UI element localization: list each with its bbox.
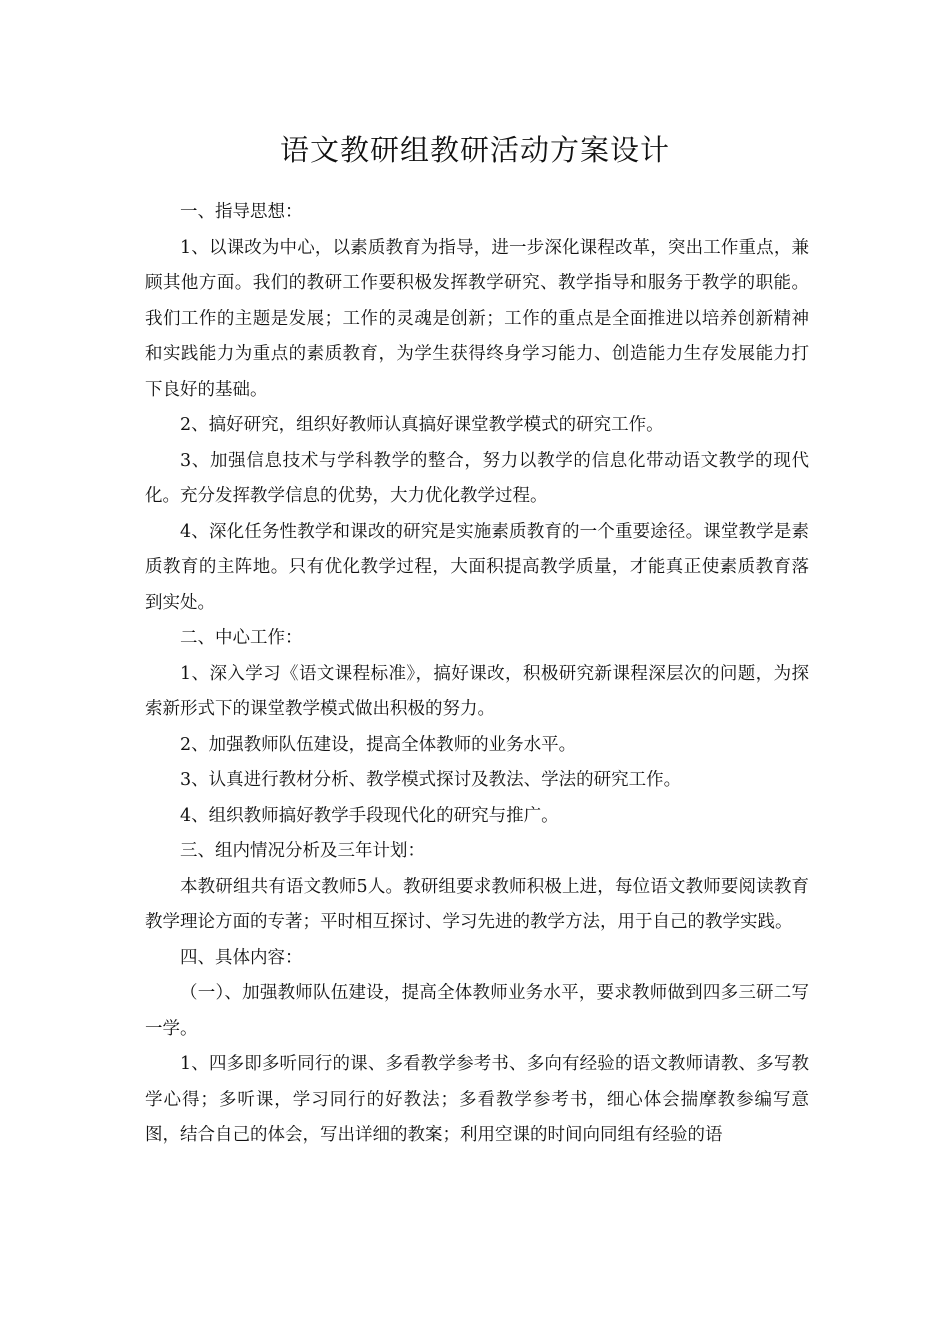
- paragraph: 4、组织教师搞好教学手段现代化的研究与推广。: [180, 805, 559, 826]
- paragraph: 1、深入学习《语文课程标准》，搞好课改，积极研究新课程深层次的问题，为探索新形式下的课堂教学模式做出积极的努力。: [145, 663, 809, 719]
- paragraph: （一）、加强教师队伍建设，提高全体教师业务水平，要求教师做到四多三研二写一学。: [145, 983, 809, 1039]
- paragraph: 本教研组共有语文教师5人。教研组要求教师积极上进，每位语文教师要阅读教育教学理论方面的专著；平时相互探讨、学习先进的教学方法，用于自己的教学实践。: [145, 876, 809, 932]
- document-title: 语文教研组教研活动方案设计: [279, 133, 670, 167]
- paragraph: 2、搞好研究，组织好教师认真搞好课堂教学模式的研究工作。: [180, 415, 664, 435]
- paragraph: 2、加强教师队伍建设，提高全体教师的业务水平。: [180, 734, 577, 755]
- section-heading-specific-content: 四、具体内容：: [180, 947, 303, 968]
- section-heading-central-work: 二、中心工作：: [180, 628, 303, 648]
- section-heading-analysis-plan: 三、组内情况分析及三年计划：: [180, 841, 425, 861]
- section-heading-guiding-thought: 一、指导思想：: [180, 202, 303, 222]
- paragraph: 1、以课改为中心，以素质教育为指导，进一步深化课程改革，突出工作重点，兼顾其他方面。我们的教研工作要积极发挥教学研究、教学指导和服务于教学的职能。我们工作的主题是发展；工作的灵魂是创新；工作的重点是全面推进以培养创新精神和实践能力为重点的素质教育，为学生获得终身学习能力、创造能力生存发展能力打下良好的基础。: [145, 237, 809, 400]
- paragraph: 4、深化任务性教学和课改的研究是实施素质教育的一个重要途径。课堂教学是素质教育的主阵地。只有优化教学过程，大面积提高教学质量，才能真正使素质教育落到实处。: [145, 521, 809, 613]
- paragraph: 3、加强信息技术与学科教学的整合，努力以教学的信息化带动语文教学的现代化。充分发挥教学信息的优势，大力优化教学过程。: [145, 450, 809, 506]
- document-body: [145, 195, 809, 1154]
- paragraph: 3、认真进行教材分析、教学模式探讨及教法、学法的研究工作。: [180, 770, 682, 790]
- paragraph: 1、四多即多听同行的课、多看教学参考书、多向有经验的语文教师请教、多写教学心得；多听课，学习同行的好教法；多看教学参考书，细心体会揣摩教参编写意图，结合自己的体会，写出详细的教案；利用空课的时间向同组有经验的语: [145, 1054, 809, 1145]
